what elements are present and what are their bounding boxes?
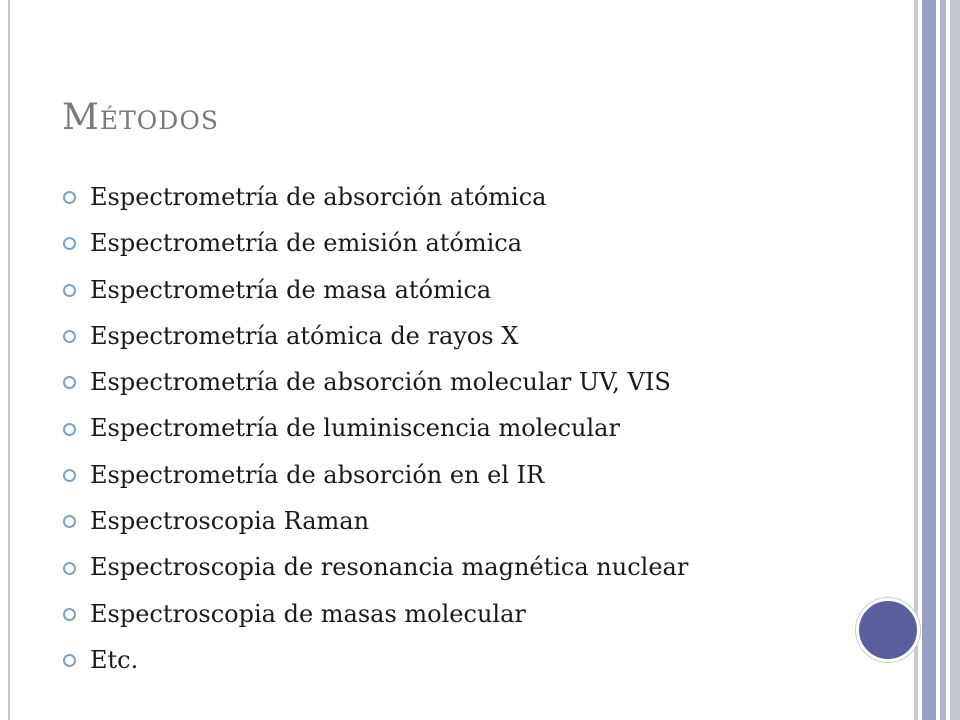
bullet-icon <box>63 423 76 436</box>
bullet-text: Espectrometría de absorción en el IR <box>90 460 545 489</box>
decorative-bar <box>940 0 946 720</box>
bullet-item <box>60 359 688 405</box>
bullet-text: Espectroscopia de masas molecular <box>90 599 526 628</box>
bullet-text: Espectroscopia Raman <box>90 507 370 536</box>
bullet-item <box>60 267 688 313</box>
bullet-icon <box>63 608 76 621</box>
bullet-text: Espectrometría atómica de rayos X <box>90 321 519 350</box>
bullet-icon <box>63 191 76 204</box>
bullet-icon <box>63 330 76 343</box>
bullet-icon <box>63 284 76 297</box>
bullet-item <box>60 498 688 544</box>
bullet-item <box>60 452 688 498</box>
bullet-item <box>60 591 688 637</box>
decorative-bar <box>922 0 936 720</box>
slide-title: Métodos <box>62 97 219 138</box>
bullet-text: Espectrometría de absorción atómica <box>90 183 547 211</box>
bullet-item <box>60 313 688 359</box>
bullet-icon <box>63 376 76 389</box>
right-decorative-bars <box>914 0 960 720</box>
bullet-text: Etc. <box>90 645 139 674</box>
bullet-icon <box>63 654 76 667</box>
bullet-text: Espectrometría de luminiscencia molecular <box>90 414 620 443</box>
bullet-text: Espectrometría de emisión atómica <box>90 229 523 258</box>
bullet-item <box>60 544 688 590</box>
bullet-icon <box>63 237 76 250</box>
bullet-item <box>60 174 688 220</box>
bullet-item <box>60 405 688 451</box>
bullet-icon <box>63 469 76 482</box>
bullet-icon <box>63 562 76 575</box>
bullet-icon <box>63 515 76 528</box>
bullet-item <box>60 637 688 683</box>
decorative-circle-icon <box>856 598 920 662</box>
bullet-text: Espectrometría de absorción molecular UV, VIS <box>90 368 671 397</box>
left-border-line <box>8 0 10 720</box>
bullet-text: Espectroscopia de resonancia magnética nuclear <box>90 553 689 582</box>
decorative-bar <box>950 0 960 720</box>
bullet-list <box>60 174 688 683</box>
bullet-text: Espectrometría de masa atómica <box>90 275 492 304</box>
bullet-item <box>60 220 688 266</box>
